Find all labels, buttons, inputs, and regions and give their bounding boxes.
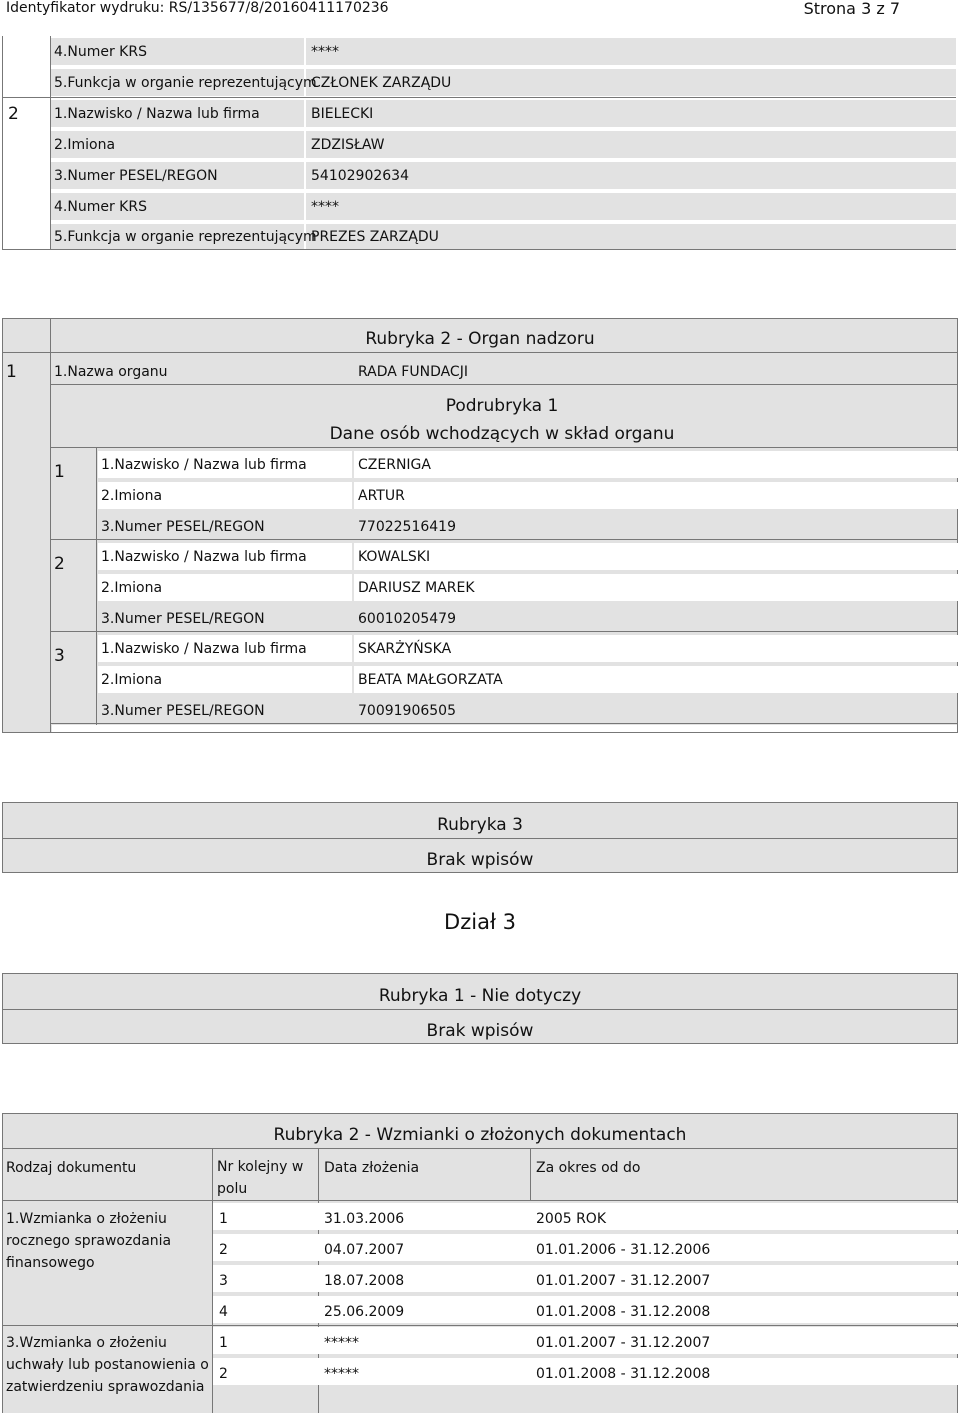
header-rule [2,1200,958,1201]
rubryka3-title: Rubryka 3 [437,815,523,835]
prev-krs-value-cell [306,38,956,65]
rubryka3-box [2,802,958,873]
doc-group-2-label: 3.Wzmianka o złożeniu uchwały lub postanowienia o zatwierdzeniu sprawozdania [6,1335,209,1395]
doc-g1-row-3-number: 3 [219,1273,228,1289]
dzial3-rubryka1-title: Rubryka 1 - Nie dotyczy [378,986,582,1006]
sub-member-2-names: DARIUSZ MAREK [358,580,475,596]
supervisory-inner-rule [50,318,51,733]
organ-value: RADA FUNDACJI [358,364,468,380]
sub-member-3-names: BEATA MAŁGORZATA [358,672,503,688]
func-label: 5.Funkcja w organie reprezentującym [54,229,317,245]
sub-member-1-rule [50,539,958,540]
organ-label: 1.Nazwa organu [54,364,168,380]
doc-g2-row-2-date: ***** [324,1366,359,1382]
sub-member-1-index: 1 [54,462,65,482]
sub-member-2-surname-value-cell [354,543,958,570]
sub-member-3-names-label: 2.Imiona [101,672,163,688]
sub-bottom-strip [52,725,957,732]
dzial3-rubryka1-box [2,973,958,1044]
sub-member-3-pesel: 70091906505 [358,703,456,719]
supervisory-index: 1 [6,362,17,382]
col-header-date: Data złożenia [324,1160,420,1176]
doc-g2-row-1-period: 01.01.2007 - 31.12.2007 [536,1335,711,1351]
doc-g2-row-2-number: 2 [219,1366,228,1382]
names-label: 2.Imiona [54,137,116,153]
sub-member-1-pesel: 77022516419 [358,519,456,535]
prev-func-label: 5.Funkcja w organie reprezentującym [54,75,317,91]
doc-g1-row-4-period: 01.01.2008 - 31.12.2008 [536,1304,711,1320]
doc-g1-row-1-period: 2005 ROK [536,1211,607,1227]
sub-member-2-rule [50,631,958,632]
sub-member-2-index: 2 [54,554,65,574]
sub-member-1-names-label: 2.Imiona [101,488,163,504]
sub-member-1-surname-label: 1.Nazwisko / Nazwa lub firma [101,457,307,473]
member-divider [2,97,956,98]
rubryka3-rule [3,838,957,839]
col-header-type: Rodzaj dokumentu [6,1160,137,1176]
dzial3-rubryka1-status: Brak wpisów [426,1021,534,1041]
sub-member-3-rule [50,723,958,724]
organ-rule [50,384,958,385]
col-header-number: Nr kolejny w polu [217,1159,304,1197]
sub-member-1-surname: CZERNIGA [358,457,431,473]
doc-group-rule [2,1325,958,1326]
rubryka3-status: Brak wpisów [426,850,534,870]
doc-g2-row-1-number: 1 [219,1335,228,1351]
print-identifier: Identyfikator wydruku: RS/135677/8/20160411170236 [6,0,389,16]
supervisory-title: Rubryka 2 - Organ nadzoru [365,329,595,349]
krs-value-cell [306,193,956,220]
members-inner-rule [96,448,97,733]
surname-value: BIELECKI [311,106,374,122]
doc-g1-row-2-period: 01.01.2006 - 31.12.2006 [536,1242,711,1258]
doc-g1-row-1-number: 1 [219,1211,228,1227]
sub-rubric-title: Podrubryka 1 [445,396,559,416]
documents-title-rule [2,1148,958,1149]
col-rule-3 [530,1149,531,1201]
sub-member-2-pesel-label: 3.Numer PESEL/REGON [101,611,265,627]
sub-member-2-surname: KOWALSKI [358,549,431,565]
sub-member-2-pesel: 60010205479 [358,611,456,627]
documents-title: Rubryka 2 - Wzmianki o złożonych dokumentach [273,1125,687,1145]
surname-value-cell [306,100,956,127]
krs-value: **** [311,199,339,215]
prev-krs-value: **** [311,44,339,60]
sub-rubric-subtitle: Dane osób wchodzących w skład organu [329,424,675,444]
sub-member-3-surname: SKARŻYŃSKA [358,641,452,657]
sub-member-3-index: 3 [54,646,65,666]
sub-member-1-surname-value-cell [354,451,958,478]
left-rule [2,36,3,250]
surname-label: 1.Nazwisko / Nazwa lub firma [54,106,260,122]
names-value-cell [306,131,956,158]
dzial3-rubryka1-rule [3,1009,957,1010]
doc-g1-row-3-period: 01.01.2007 - 31.12.2007 [536,1273,711,1289]
sub-member-2-surname-label: 1.Nazwisko / Nazwa lub firma [101,549,307,565]
member-index: 2 [8,104,19,124]
page-number: Strona 3 z 7 [803,0,900,18]
dzial3-heading: Dział 3 [444,910,516,934]
krs-label: 4.Numer KRS [54,199,147,215]
doc-g1-row-1-date: 31.03.2006 [324,1211,405,1227]
sub-member-1-names-value-cell [354,482,958,509]
supervisory-title-rule [2,352,958,353]
doc-g1-row-4-date: 25.06.2009 [324,1304,405,1320]
sub-member-3-surname-label: 1.Nazwisko / Nazwa lub firma [101,641,307,657]
names-value: ZDZISŁAW [311,137,385,153]
sub-rubric-rule [50,447,958,448]
doc-g1-row-2-number: 2 [219,1242,228,1258]
prev-func-value: CZŁONEK ZARZĄDU [311,75,452,91]
prev-krs-label: 4.Numer KRS [54,44,147,60]
sub-member-2-names-label: 2.Imiona [101,580,163,596]
col-header-period: Za okres od do [536,1160,641,1176]
doc-g2-row-2-period: 01.01.2008 - 31.12.2008 [536,1366,711,1382]
doc-g1-row-3-date: 18.07.2008 [324,1273,405,1289]
sub-member-3-pesel-label: 3.Numer PESEL/REGON [101,703,265,719]
doc-g1-row-2-date: 04.07.2007 [324,1242,405,1258]
sub-member-1-pesel-label: 3.Numer PESEL/REGON [101,519,265,535]
pesel-label: 3.Numer PESEL/REGON [54,168,218,184]
doc-g2-row-1-date: ***** [324,1335,359,1351]
doc-group-1-label: 1.Wzmianka o złożeniu rocznego sprawozdania finansowego [6,1211,172,1271]
board-bottom-rule [2,249,956,250]
func-value: PREZES ZARZĄDU [311,229,439,245]
doc-g1-row-4-number: 4 [219,1304,228,1320]
sub-member-1-names: ARTUR [358,488,405,504]
pesel-value: 54102902634 [311,168,409,184]
